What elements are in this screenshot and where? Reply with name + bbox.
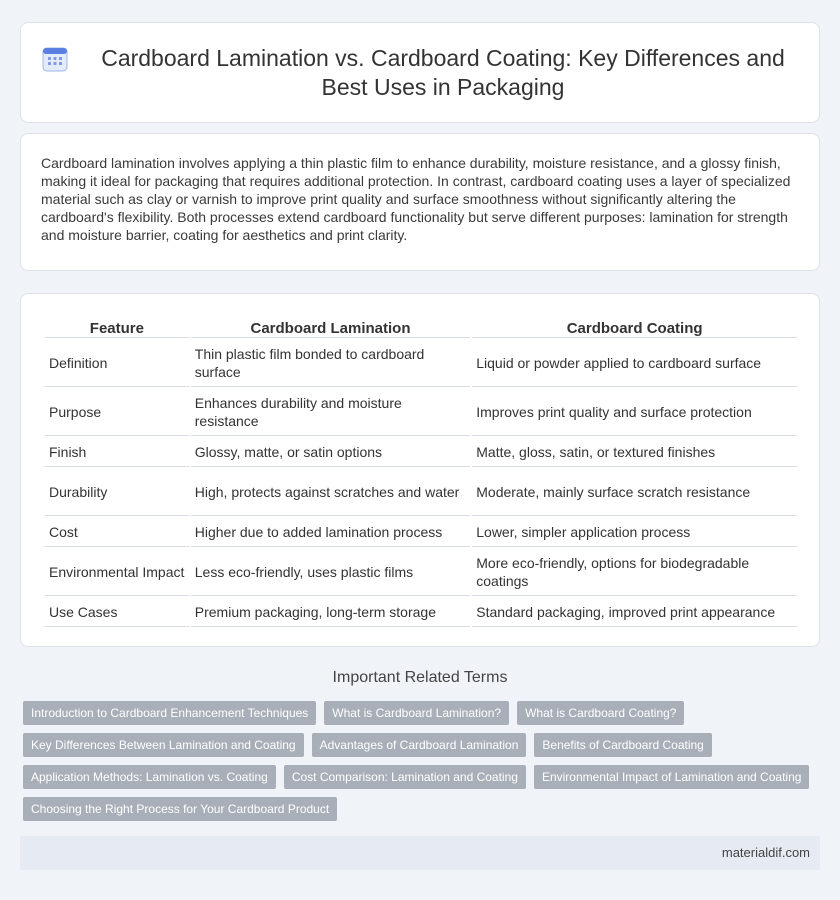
table-row (45, 598, 797, 627)
related-terms-title: Important Related Terms (332, 669, 508, 686)
row-feature: Finish (45, 438, 189, 467)
comparison-table-card (20, 293, 820, 647)
row-lamination: Glossy, matte, or satin options (191, 438, 470, 467)
tag-row (23, 797, 823, 821)
row-coating: Liquid or powder applied to cardboard surface (472, 340, 797, 387)
table-row (45, 518, 797, 547)
row-lamination: Less eco-friendly, uses plastic films (191, 549, 470, 596)
row-lamination: Enhances durability and moisture resistance (191, 389, 470, 436)
row-feature: Durability (45, 469, 189, 516)
tag-row (23, 765, 823, 789)
table-row (45, 389, 797, 436)
intro-card (20, 133, 820, 271)
table-row (45, 469, 797, 516)
row-coating: Moderate, mainly surface scratch resistance (472, 469, 797, 516)
row-coating: Matte, gloss, satin, or textured finishes (472, 438, 797, 467)
row-feature: Definition (45, 340, 189, 387)
comparison-table (43, 316, 799, 629)
related-tag[interactable]: Benefits of Cardboard Coating (534, 733, 711, 757)
row-feature: Purpose (45, 389, 189, 436)
header-coating: Cardboard Coating (472, 318, 797, 338)
row-coating: More eco-friendly, options for biodegradable coatings (472, 549, 797, 596)
table-row (45, 549, 797, 596)
table-row (45, 438, 797, 467)
related-tag[interactable]: Environmental Impact of Lamination and Coating (534, 765, 809, 789)
footer-site-link[interactable]: materialdif.com (721, 845, 810, 860)
page-title: Cardboard Lamination vs. Cardboard Coating: Key Differences and Best Uses in Packaging (101, 44, 785, 100)
table-header-row (45, 318, 797, 338)
row-coating: Improves print quality and surface protection (472, 389, 797, 436)
row-feature: Use Cases (45, 598, 189, 627)
calendar-grid-icon (41, 45, 69, 73)
tag-row (23, 733, 823, 757)
row-lamination: Thin plastic film bonded to cardboard surface (191, 340, 470, 387)
header-lamination: Cardboard Lamination (191, 318, 470, 338)
related-tag[interactable]: Key Differences Between Lamination and Coating (23, 733, 304, 757)
related-tag[interactable]: Introduction to Cardboard Enhancement Techniques (23, 701, 316, 725)
row-feature: Cost (45, 518, 189, 547)
table-row (45, 340, 797, 387)
row-feature: Environmental Impact (45, 549, 189, 596)
related-terms-tags (23, 701, 823, 829)
header-card (20, 22, 820, 123)
header-feature: Feature (45, 318, 189, 338)
related-tag[interactable]: What is Cardboard Lamination? (324, 701, 509, 725)
related-tag[interactable]: Application Methods: Lamination vs. Coating (23, 765, 276, 789)
row-lamination: Premium packaging, long-term storage (191, 598, 470, 627)
related-tag[interactable]: What is Cardboard Coating? (517, 701, 684, 725)
related-tag[interactable]: Advantages of Cardboard Lamination (312, 733, 527, 757)
row-lamination: Higher due to added lamination process (191, 518, 470, 547)
footer (20, 836, 820, 870)
related-tag[interactable]: Cost Comparison: Lamination and Coating (284, 765, 526, 789)
row-coating: Lower, simpler application process (472, 518, 797, 547)
related-tag[interactable]: Choosing the Right Process for Your Cardboard Product (23, 797, 337, 821)
tag-row (23, 701, 823, 725)
row-lamination: High, protects against scratches and water (191, 469, 470, 516)
intro-paragraph: Cardboard lamination involves applying a thin plastic film to enhance durability, moisture resistance, and a glossy finish, making it ideal for packaging that requires additional protection. In contrast, cardboard coating uses a layer of specialized material such as clay or varnish to improve print quality and surface smoothness without significantly altering the cardboard's flexibility. Both processes extend cardboard functionality but serve different purposes: lamination for strength and moisture barrier, coating for aesthetics and print clarity. (41, 155, 791, 243)
row-coating: Standard packaging, improved print appearance (472, 598, 797, 627)
